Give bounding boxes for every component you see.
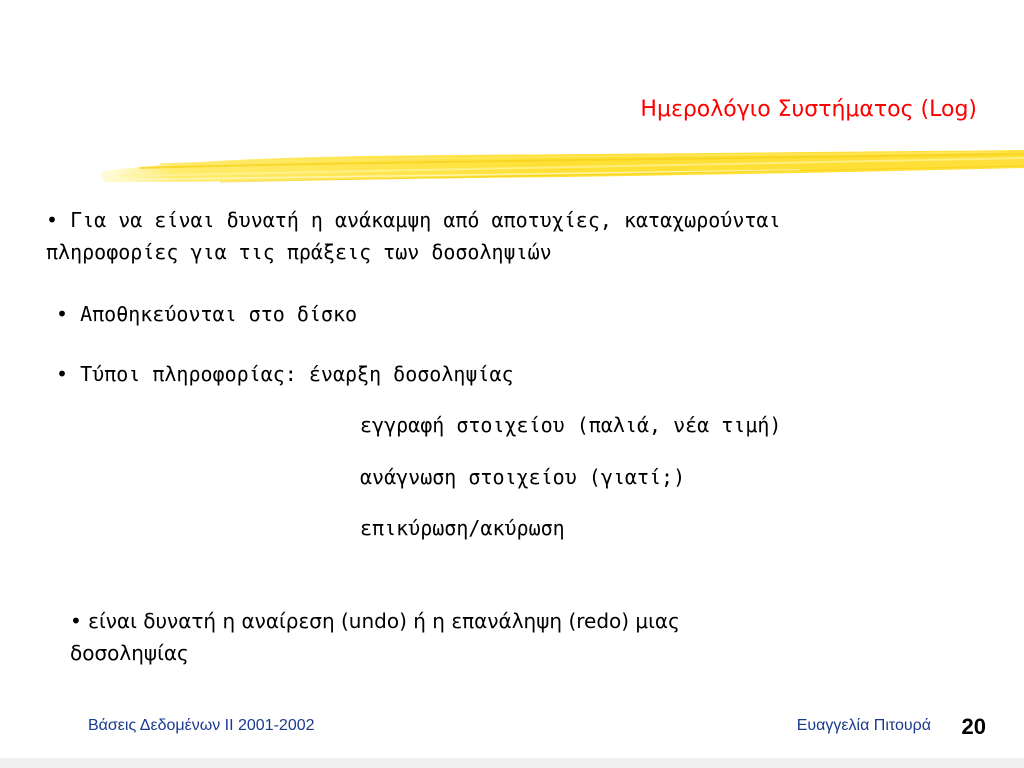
info-type-commit-abort: επικύρωση/ακύρωση [360, 516, 565, 540]
page-number: 20 [961, 714, 986, 739]
bullet-undo-redo-line1: • είναι δυνατή η αναίρεση (undo) ή η επανάληψη (redo) μιας [70, 609, 680, 633]
slide-title: Ημερολόγιο Συστήματος (Log) [640, 97, 977, 122]
bullet-recovery-line1: • Για να είναι δυνατή η ανάκαμψη από αποτυχίες, καταχωρούνται [46, 208, 781, 232]
footer-author: Ευαγγελία Πιτουρά [796, 717, 931, 734]
bullet-undo-redo-line2: δοσοληψίας [70, 641, 189, 665]
bullet-recovery [46, 204, 781, 268]
footer-course: Βάσεις Δεδομένων ΙΙ 2001-2002 [88, 717, 315, 734]
info-type-write: εγγραφή στοιχείου (παλιά, νέα τιμή) [360, 413, 782, 437]
bullet-disk: • Αποθηκεύονται στο δίσκο [56, 302, 358, 326]
info-type-read: ανάγνωση στοιχείου (γιατί;) [360, 465, 686, 489]
bullet-undo-redo [70, 605, 680, 669]
bottom-band [0, 758, 1024, 768]
bullet-info-types: • Τύποι πληροφορίας: έναρξη δοσοληψίας [56, 362, 514, 386]
bullet-recovery-line2: πληροφορίες για τις πράξεις των δοσοληψιών [46, 240, 552, 264]
highlighter-stroke-decoration [100, 146, 1024, 192]
